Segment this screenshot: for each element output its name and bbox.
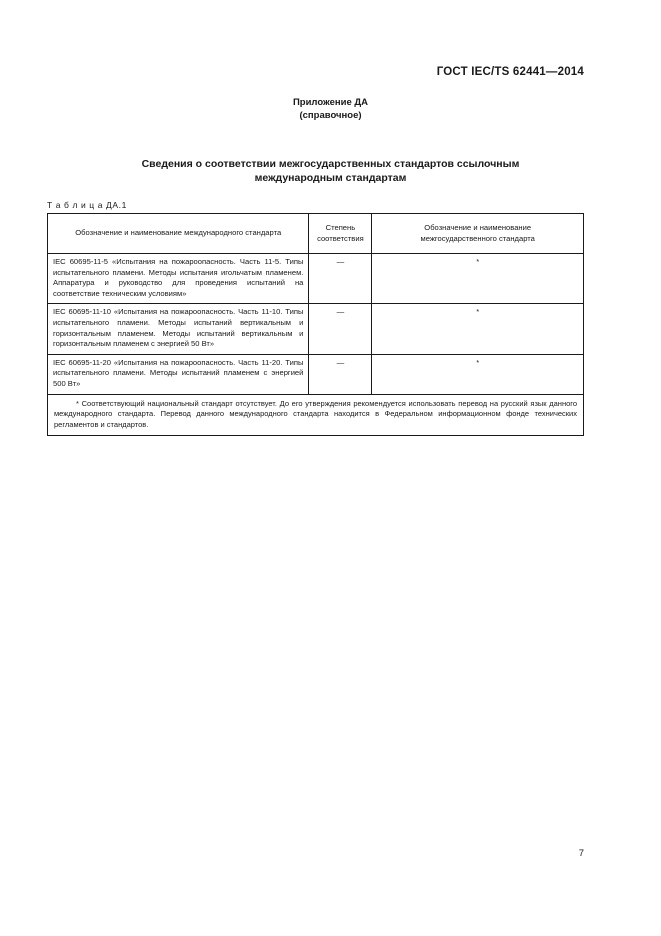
page-number: 7 bbox=[578, 848, 584, 859]
page-title-line-1: Сведения о соответствии межгосударственных стандартов ссылочным bbox=[141, 158, 520, 170]
table-row bbox=[48, 254, 584, 304]
header-international-standard: Обозначение и наименование международного стандарта bbox=[48, 214, 309, 254]
table-row bbox=[48, 304, 584, 354]
header-degree-line-2: соответствия bbox=[317, 233, 364, 243]
table-label: Т а б л и ц а ДА.1 bbox=[47, 200, 127, 210]
table-row bbox=[48, 354, 584, 394]
degree-cell: — bbox=[309, 354, 372, 394]
header-interstate-line-2: межгосударственного стандарта bbox=[420, 233, 535, 243]
interstate-standard-cell: * bbox=[372, 304, 584, 354]
header-degree-line-1: Степень bbox=[325, 222, 356, 232]
international-standard-cell: IEC 60695-11-5 «Испытания на пожароопасность. Часть 11-5. Типы испытательного пламени. Методы испытания игольчатым пламенем. Аппаратура и руководство для проведения испытаний на соответствие техническим условиям» bbox=[48, 254, 309, 304]
header-interstate-standard bbox=[372, 214, 584, 254]
table-footnote: * Соответствующий национальный стандарт отсутствует. До его утверждения рекомендуется использовать перевод на русский язык данного международного стандарта. Перевод данного международного стандарта находится в Федеральном информационном фонде технических регламентов и стандартов. bbox=[48, 394, 584, 436]
correspondence-table bbox=[47, 213, 584, 436]
degree-cell: — bbox=[309, 254, 372, 304]
page-title-line-2: международным стандартам bbox=[254, 172, 407, 184]
international-standard-cell: IEC 60695-11-20 «Испытания на пожароопасность. Часть 11-20. Типы испытательного пламени. Методы испытаний пламенем с энергией 500 Вт» bbox=[48, 354, 309, 394]
interstate-standard-cell: * bbox=[372, 354, 584, 394]
table-header-row bbox=[48, 214, 584, 254]
annex-subtitle: (справочное) bbox=[299, 110, 362, 121]
international-standard-cell: IEC 60695-11-10 «Испытания на пожароопасность. Часть 11-10. Типы испытательного пламени. Методы испытаний вертикальным и горизонтальным пламенем. Методы испытаний вертикальным и горизонтальным пламенем с энергией 50 Вт» bbox=[48, 304, 309, 354]
degree-cell: — bbox=[309, 304, 372, 354]
standard-code: ГОСТ IEC/TS 62441—2014 bbox=[436, 66, 584, 78]
table-footnote-row bbox=[48, 394, 584, 436]
annex-title: Приложение ДА bbox=[292, 97, 369, 108]
interstate-standard-cell: * bbox=[372, 254, 584, 304]
annex-heading bbox=[0, 96, 661, 122]
header-interstate-line-1: Обозначение и наименование bbox=[424, 222, 532, 232]
page-title bbox=[90, 157, 571, 185]
header-degree bbox=[309, 214, 372, 254]
